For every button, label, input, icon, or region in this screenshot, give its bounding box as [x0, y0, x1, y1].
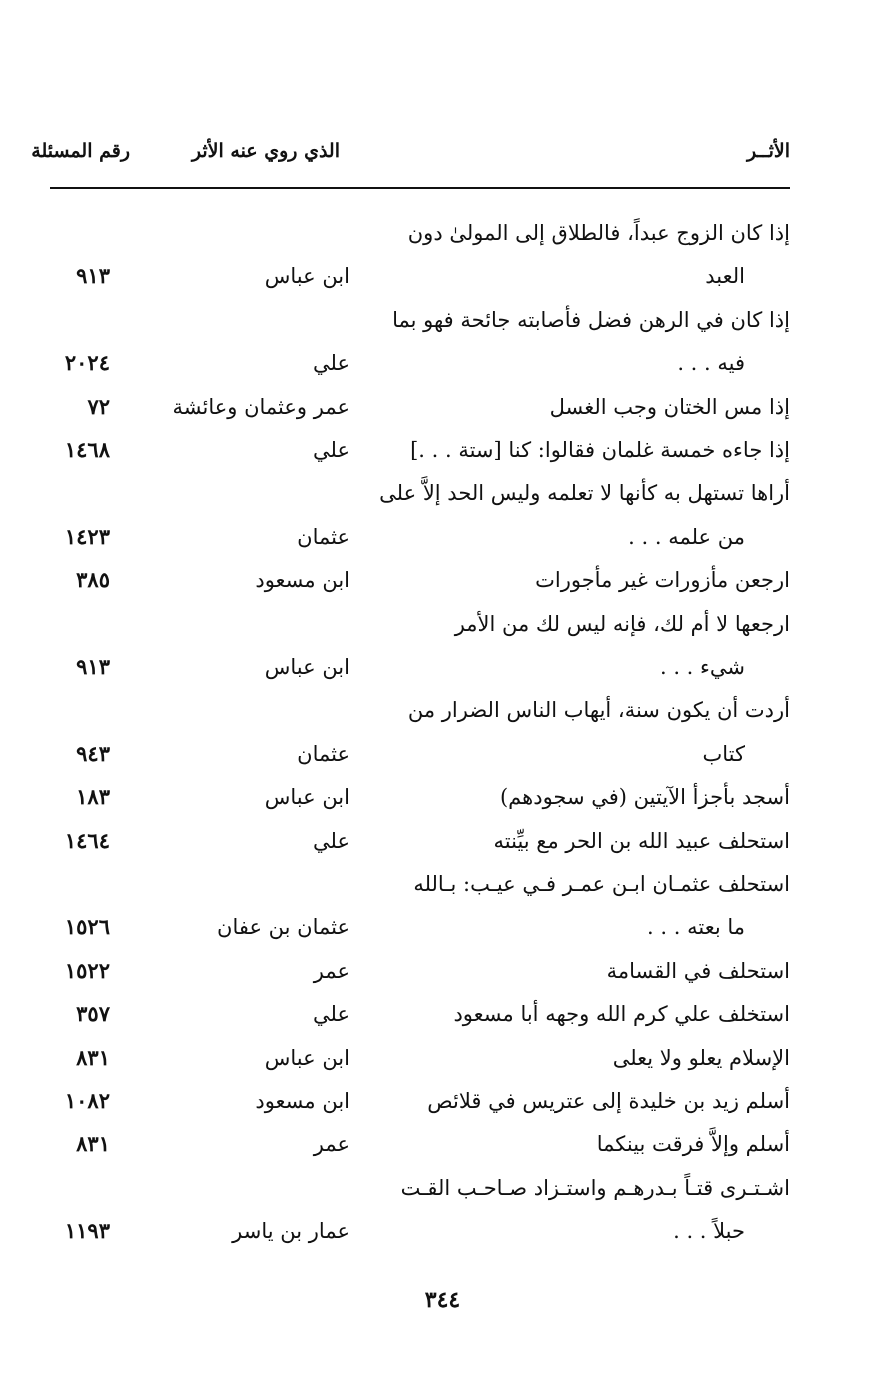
issue-number: ٩١٣ [76, 654, 110, 679]
athar-text: إذا مس الختان وجب الغسل [549, 394, 790, 419]
issue-number: ٩١٣ [76, 263, 110, 289]
table-row [0, 994, 885, 1034]
issue-number: ١٤٦٨ [64, 437, 110, 462]
issue-number: ١٠٨٢ [64, 1088, 110, 1113]
table-row [0, 213, 885, 253]
narrator: ابن عباس [264, 655, 350, 679]
issue-number: ٢٠٢٤ [64, 350, 110, 376]
issue-number: ١٥٢٢ [64, 957, 110, 983]
header-number: رقم المسئلة [31, 140, 130, 162]
table-row [0, 821, 885, 861]
athar-text: الإسلام يعلو ولا يعلى [612, 1045, 790, 1070]
issue-number: ١١٩٣ [64, 1218, 110, 1244]
narrator: ابن عباس [264, 785, 350, 810]
athar-text: إذا كان في الرهن فضل فأصابته جائحة فهو بما [392, 307, 790, 332]
table-row [0, 300, 885, 340]
narrator: عثمان [297, 741, 350, 766]
athar-text: استحلف في القسامة [606, 958, 790, 983]
table-row [0, 430, 885, 470]
table-row [0, 690, 885, 730]
table-row [0, 907, 885, 947]
athar-text: استحلف عثمـان ابـن عمـر فـي عيـب: بـالله [413, 872, 790, 896]
narrator: عمار بن ياسر [232, 1219, 350, 1244]
table-row [0, 604, 885, 644]
athar-text: ارجعن مأزورات غير مأجورات [535, 568, 790, 593]
issue-number: ٣٨٥ [76, 567, 110, 593]
issue-number: ١٤٢٣ [64, 523, 110, 549]
table-row [0, 734, 885, 774]
table-row [0, 777, 885, 817]
narrator: ابن عباس [264, 264, 350, 289]
athar-text: استحلف عبيد الله بن الحر مع بيِّنته [493, 828, 790, 853]
narrator: ابن مسعود [255, 1089, 350, 1113]
issue-number: ١٨٣ [76, 784, 110, 810]
narrator: علي [313, 1002, 350, 1027]
header-athar: الأثــر [746, 140, 790, 162]
narrator: عثمان بن عفان [217, 915, 350, 940]
issue-number: ٣٥٧ [76, 1001, 110, 1027]
issue-number: ٧٢ [87, 393, 110, 419]
narrator: ابن عباس [264, 1045, 350, 1070]
narrator: علي [313, 438, 350, 462]
athar-text: إذا كان الزوج عبداً، فالطلاق إلى المولىٰ دون [407, 221, 790, 245]
athar-text: أسجد بأجزأ الآيتين (في سجودهم) [499, 785, 790, 810]
athar-text: ما بعته . . . [647, 915, 745, 940]
table-row [0, 343, 885, 383]
athar-text: حبلاً . . . [673, 1219, 745, 1244]
athar-text: فيه . . . [677, 351, 745, 376]
athar-text: أسلم وإلاَّ فرقت بينكما [596, 1132, 790, 1157]
narrator: علي [313, 351, 350, 376]
narrator: عثمان [297, 524, 350, 549]
table-row [0, 1211, 885, 1251]
athar-text: كتاب [702, 741, 745, 766]
table-row [0, 864, 885, 904]
athar-text: من علمه . . . [628, 524, 745, 549]
athar-text: شيء . . . [659, 655, 745, 679]
issue-number: ٨٣١ [76, 1044, 110, 1070]
athar-text: أردت أن يكون سنة، أيهاب الناس الضرار من [407, 698, 790, 723]
issue-number: ٨٣١ [76, 1131, 110, 1157]
table-row [0, 560, 885, 600]
athar-text: استخلف علي كرم الله وجهه أبا مسعود [453, 1002, 790, 1027]
table-row [0, 1168, 885, 1208]
table-row [0, 647, 885, 687]
narrator: عمر وعثمان وعائشة [172, 394, 350, 419]
athar-text: ارجعها لا أم لك، فإنه ليس لك من الأمر [454, 611, 790, 636]
table-row [0, 1081, 885, 1121]
issue-number: ٩٤٣ [76, 740, 110, 766]
athar-text: اشـتـرى قتـاً بـدرهـم واستـزاد صـاحـب القـت [400, 1175, 790, 1200]
table-row [0, 1124, 885, 1164]
narrator: علي [313, 828, 350, 853]
narrator: عمر [313, 1132, 350, 1157]
issue-number: ١٥٢٦ [64, 914, 110, 940]
athar-text: إذا جاءه خمسة غلمان فقالوا: كنا [ستة . . .] [410, 438, 790, 462]
table-row [0, 951, 885, 991]
page-number: ٣٤٤ [424, 1287, 461, 1313]
athar-text: العبد [705, 264, 745, 289]
table-row [0, 473, 885, 513]
table-row [0, 387, 885, 427]
athar-text: أسلم زيد بن خليدة إلى عتريس في قلائص [427, 1089, 790, 1113]
table-row [0, 256, 885, 296]
athar-text: أراها تستهل به كأنها لا تعلمه وليس الحد إلاَّ على [379, 481, 790, 506]
issue-number: ١٤٦٤ [64, 827, 110, 853]
table-row [0, 517, 885, 557]
table-row [0, 1038, 885, 1078]
narrator: ابن مسعود [255, 568, 350, 593]
narrator: عمر [313, 958, 350, 983]
header-narrator: الذي روي عنه الأثر [191, 140, 340, 162]
